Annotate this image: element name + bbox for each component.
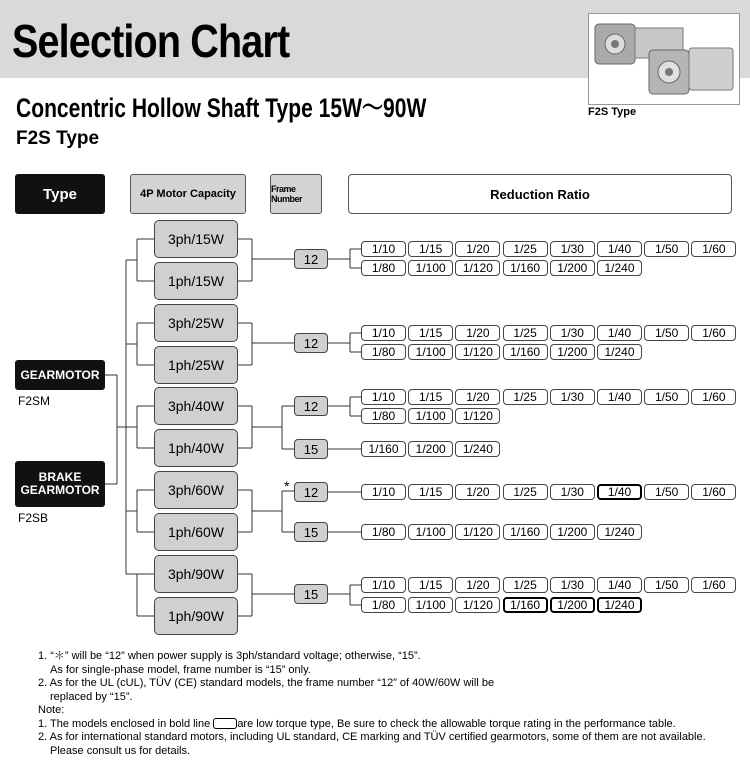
reduction-ratio-box: 1/25 — [503, 577, 548, 593]
reduction-ratio-box: 1/30 — [550, 325, 595, 341]
category-gearmotor-code: F2SM — [18, 394, 51, 408]
reduction-ratio-box: 1/40 — [597, 484, 642, 500]
reduction-ratio-box: 1/80 — [361, 344, 406, 360]
motor-capacity-box: 3ph/15W — [154, 220, 238, 258]
frame-number-box: 12 — [294, 333, 328, 353]
reduction-ratio-box: 1/15 — [408, 484, 453, 500]
reduction-ratio-box: 1/50 — [644, 241, 689, 257]
frame-number-box: 12 — [294, 249, 328, 269]
reduction-ratio-box: 1/10 — [361, 484, 406, 500]
reduction-ratio-box: 1/80 — [361, 260, 406, 276]
reduction-ratio-box: 1/30 — [550, 389, 595, 405]
reduction-ratio-box: 1/15 — [408, 577, 453, 593]
category-gearmotor: GEARMOTOR — [15, 360, 105, 390]
reduction-ratio-box: 1/10 — [361, 325, 406, 341]
reduction-ratio-box: 1/200 — [550, 524, 595, 540]
page-title: Selection Chart — [12, 15, 290, 67]
reduction-ratio-box: 1/100 — [408, 524, 453, 540]
reduction-ratio-box: 1/160 — [503, 524, 548, 540]
reduction-ratio-box: 1/160 — [503, 597, 548, 613]
frame-number-box: 15 — [294, 522, 328, 542]
reduction-ratio-box: 1/15 — [408, 389, 453, 405]
motor-capacity-box: 3ph/25W — [154, 304, 238, 342]
category-brake-gearmotor: BRAKE GEARMOTOR — [15, 461, 105, 507]
reduction-ratio-box: 1/240 — [455, 441, 500, 457]
motor-capacity-box: 1ph/90W — [154, 597, 238, 635]
reduction-ratio-box: 1/100 — [408, 408, 453, 424]
reduction-ratio-box: 1/15 — [408, 241, 453, 257]
motor-capacity-box: 3ph/40W — [154, 387, 238, 425]
reduction-ratio-box: 1/200 — [550, 344, 595, 360]
reduction-ratio-box: 1/120 — [455, 408, 500, 424]
reduction-ratio-box: 1/100 — [408, 260, 453, 276]
reduction-ratio-box: 1/160 — [361, 441, 406, 457]
header-type: Type — [15, 174, 105, 214]
reduction-ratio-box: 1/30 — [550, 484, 595, 500]
frame-number-box: 15 — [294, 439, 328, 459]
motor-capacity-box: 1ph/25W — [154, 346, 238, 384]
reduction-ratio-box: 1/15 — [408, 325, 453, 341]
subtitle: Concentric Hollow Shaft Type 15W～90W — [16, 93, 427, 123]
reduction-ratio-box: 1/60 — [691, 389, 736, 405]
reduction-ratio-box: 1/160 — [503, 260, 548, 276]
reduction-ratio-box: 1/120 — [455, 344, 500, 360]
reduction-ratio-box: 1/120 — [455, 597, 500, 613]
notes-section — [38, 650, 748, 758]
reduction-ratio-box: 1/40 — [597, 389, 642, 405]
reduction-ratio-box: 1/10 — [361, 389, 406, 405]
motor-capacity-box: 3ph/90W — [154, 555, 238, 593]
reduction-ratio-box: 1/200 — [408, 441, 453, 457]
reduction-ratio-box: 1/10 — [361, 241, 406, 257]
reduction-ratio-box: 1/50 — [644, 389, 689, 405]
type-name: F2S Type — [16, 128, 100, 149]
reduction-ratio-box: 1/100 — [408, 597, 453, 613]
motor-capacity-box: 3ph/60W — [154, 471, 238, 509]
reduction-ratio-box: 1/240 — [597, 260, 642, 276]
reduction-ratio-box: 1/40 — [597, 241, 642, 257]
motor-capacity-box: 1ph/15W — [154, 262, 238, 300]
reduction-ratio-box: 1/100 — [408, 344, 453, 360]
reduction-ratio-box: 1/20 — [455, 389, 500, 405]
bold-line-sample — [213, 718, 237, 729]
reduction-ratio-box: 1/80 — [361, 597, 406, 613]
note-a: 1. The models enclosed in bold line — [38, 717, 211, 730]
reduction-ratio-box: 1/20 — [455, 241, 500, 257]
reduction-ratio-box: 1/80 — [361, 524, 406, 540]
reduction-ratio-box: 1/50 — [644, 325, 689, 341]
note-1: 1. “＊” will be “12” when power supply is 3ph/standard voltage; otherwise, “15”. — [38, 650, 421, 662]
frame-number-box: 12 — [294, 482, 328, 502]
reduction-ratio-box: 1/60 — [691, 325, 736, 341]
reduction-ratio-box: 1/20 — [455, 577, 500, 593]
reduction-ratio-box: 1/200 — [550, 597, 595, 613]
reduction-ratio-box: 1/20 — [455, 484, 500, 500]
reduction-ratio-box: 1/120 — [455, 524, 500, 540]
header-capacity: 4P Motor Capacity — [130, 174, 246, 214]
header-frame-number: Frame Number — [270, 174, 322, 214]
reduction-ratio-box: 1/20 — [455, 325, 500, 341]
reduction-ratio-box: 1/50 — [644, 577, 689, 593]
reduction-ratio-box: 1/10 — [361, 577, 406, 593]
reduction-ratio-box: 1/240 — [597, 597, 642, 613]
reduction-ratio-box: 1/40 — [597, 325, 642, 341]
reduction-ratio-box: 1/40 — [597, 577, 642, 593]
reduction-ratio-box: 1/120 — [455, 260, 500, 276]
photo-caption: F2S Type — [588, 106, 637, 118]
note-heading: Note: — [38, 704, 65, 716]
motor-capacity-box: 1ph/60W — [154, 513, 238, 551]
reduction-ratio-box: 1/200 — [550, 260, 595, 276]
reduction-ratio-box: 1/60 — [691, 577, 736, 593]
note-2: 2. As for the UL (cUL), TÜV (CE) standard models, the frame number “12” of 40W/60W will be — [38, 677, 495, 689]
motor-capacity-box: 1ph/40W — [154, 429, 238, 467]
reduction-ratio-box: 1/30 — [550, 241, 595, 257]
frame-footnote-mark: * — [284, 478, 290, 494]
reduction-ratio-box: 1/160 — [503, 344, 548, 360]
note-1-cont: As for single-phase model, frame number is “15” only. — [50, 663, 311, 676]
frame-number-box: 15 — [294, 584, 328, 604]
note-b-cont: Please consult us for details. — [50, 744, 191, 757]
reduction-ratio-box: 1/30 — [550, 577, 595, 593]
reduction-ratio-box: 1/240 — [597, 344, 642, 360]
reduction-ratio-box: 1/60 — [691, 484, 736, 500]
reduction-ratio-box: 1/240 — [597, 524, 642, 540]
header-reduction-ratio: Reduction Ratio — [348, 174, 732, 214]
reduction-ratio-box: 1/25 — [503, 484, 548, 500]
note-b: 2. As for international standard motors, including UL standard, CE marking and TÜV certified gearmotors, some of them are not available. — [38, 731, 706, 743]
frame-number-box: 12 — [294, 396, 328, 416]
reduction-ratio-box: 1/25 — [503, 389, 548, 405]
reduction-ratio-box: 1/25 — [503, 325, 548, 341]
note-2-cont: replaced by “15”. — [50, 690, 133, 703]
note-bold-line-row — [38, 718, 748, 732]
reduction-ratio-box: 1/50 — [644, 484, 689, 500]
reduction-ratio-box: 1/60 — [691, 241, 736, 257]
reduction-ratio-box: 1/25 — [503, 241, 548, 257]
reduction-ratio-box: 1/80 — [361, 408, 406, 424]
category-brake-gearmotor-code: F2SB — [18, 511, 49, 525]
note-a-cont: are low torque type, Be sure to check the allowable torque rating in the performance table. — [237, 717, 676, 730]
